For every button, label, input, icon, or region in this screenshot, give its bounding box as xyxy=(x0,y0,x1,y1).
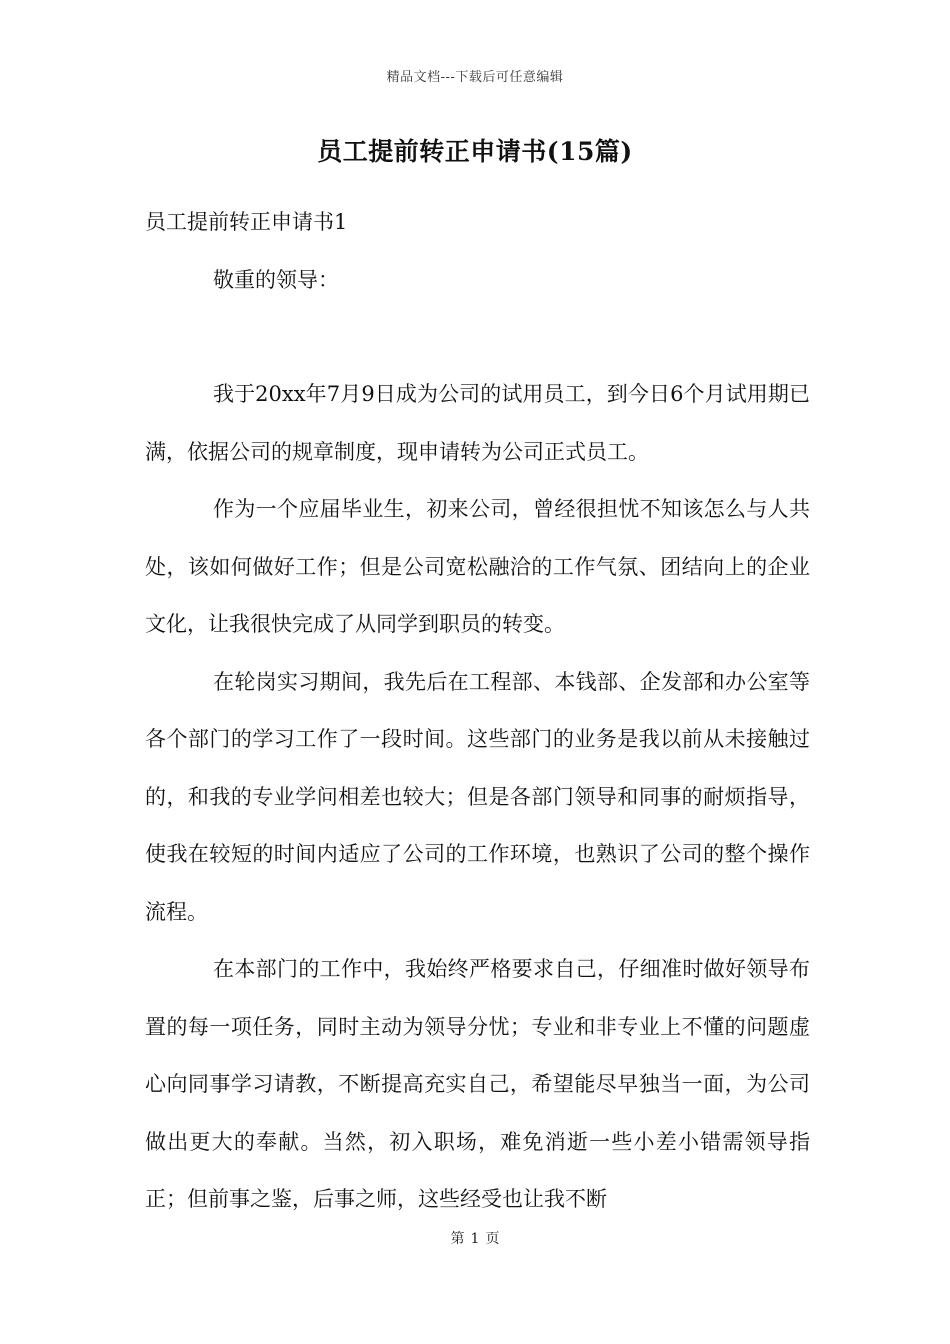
paragraph: 在轮岗实习期间，我先后在工程部、本钱部、企发部和办公室等各个部门的学习工作了一段时间。这些部门的业务是我以前从未接触过的，和我的专业学问相差也较大；但是各部门领导和同事的耐烦指导，使我在较短的时间内适应了公司的工作环境，也熟识了公司的整个操作流程。 xyxy=(145,669,810,924)
document-body xyxy=(145,366,810,1229)
section-heading: 员工提前转正申请书1 xyxy=(145,210,348,234)
paragraph: 在本部门的工作中，我始终严格要求自己，仔细准时做好领导布置的每一项任务，同时主动为领导分忧；专业和非专业上不懂的问题虚心向同事学习请教，不断提高充实自己，希望能尽早独当一面，为公司做出更大的奉献。当然，初入职场，难免消逝一些小差小错需领导指正；但前事之鉴，后事之师，这些经受也让我不断 xyxy=(145,957,810,1211)
paragraph: 作为一个应届毕业生，初来公司，曾经很担忧不知该怎么与人共处，该如何做好工作；但是公司宽松融洽的工作气氛、团结向上的企业文化，让我很快完成了从同学到职员的转变。 xyxy=(145,497,810,636)
salutation: 敬重的领导： xyxy=(213,268,339,292)
page-number-suffix: 页 xyxy=(485,1231,500,1247)
page-footer xyxy=(0,1228,950,1248)
document-title: 员工提前转正申请书(15篇) xyxy=(317,137,633,166)
page-number: 1 xyxy=(470,1231,480,1247)
page-number-prefix: 第 xyxy=(450,1231,465,1247)
paragraph: 我于20xx年7月9日成为公司的试用员工，到今日6个月试用期已满，依据公司的规章制度，现申请转为公司正式员工。 xyxy=(145,382,810,464)
page-header: 精品文档---下载后可任意编辑 xyxy=(386,70,564,85)
